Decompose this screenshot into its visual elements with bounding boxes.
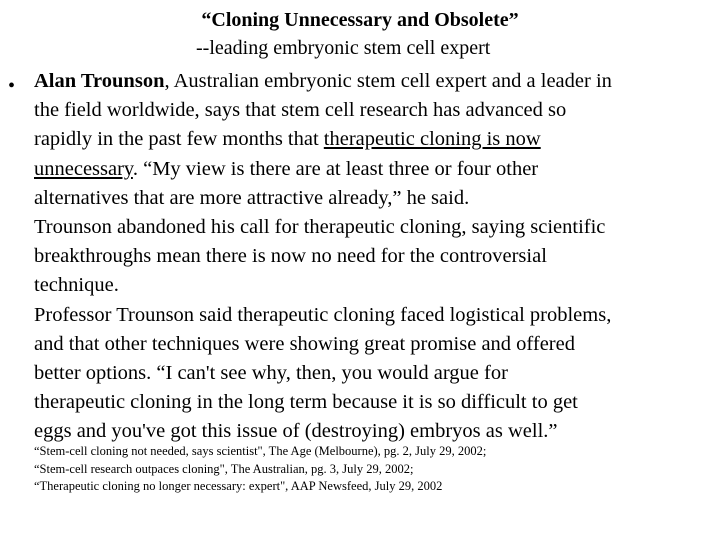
reference-item: “Stem-cell cloning not needed, says scientist", The Age (Melbourne), pg. 2, July 29, 2002; — [34, 444, 487, 458]
body-line: therapeutic cloning in the long term because it is so difficult to get — [34, 391, 578, 414]
references — [34, 443, 486, 496]
underlined-claim: therapeutic cloning is now — [323, 128, 541, 151]
bullet-body — [34, 67, 716, 447]
body-line: technique. — [34, 274, 119, 297]
body-line — [34, 67, 716, 96]
bullet-marker: • — [8, 75, 16, 97]
speaker-name: Alan Trounson — [34, 70, 165, 92]
body-text: . “My view is there are at least three or four other — [132, 157, 539, 180]
reference-item: “Therapeutic cloning no longer necessary: expert", AAP Newsfeed, July 29, 2002 — [34, 479, 443, 493]
body-line: the field worldwide, says that stem cell research has advanced so — [34, 99, 567, 122]
body-line — [34, 125, 716, 154]
body-line: and that other techniques were showing great promise and offered — [34, 332, 575, 355]
body-line — [34, 155, 716, 184]
body-line: eggs and you've got this issue of (destroying) embryos as well.” — [34, 420, 558, 443]
body-text: rapidly in the past few months that — [34, 128, 324, 151]
body-line: Professor Trounson said therapeutic cloning faced logistical problems, — [34, 303, 612, 326]
body-line: better options. “I can't see why, then, you would argue for — [34, 362, 508, 385]
body-text: , Australian embryonic stem cell expert and a leader in — [164, 70, 612, 92]
body-line: breakthroughs mean there is now no need for the controversial — [34, 245, 547, 268]
slide-title: “Cloning Unnecessary and Obsolete” — [201, 9, 519, 31]
body-line: Trounson abandoned his call for therapeutic cloning, saying scientific — [34, 216, 606, 239]
slide-subtitle: --leading embryonic stem cell expert — [196, 37, 491, 59]
underlined-claim: unnecessary — [34, 157, 133, 180]
reference-item: “Stem-cell research outpaces cloning", The Australian, pg. 3, July 29, 2002; — [34, 461, 414, 476]
body-line: alternatives that are more attractive already,” he said. — [34, 186, 470, 209]
